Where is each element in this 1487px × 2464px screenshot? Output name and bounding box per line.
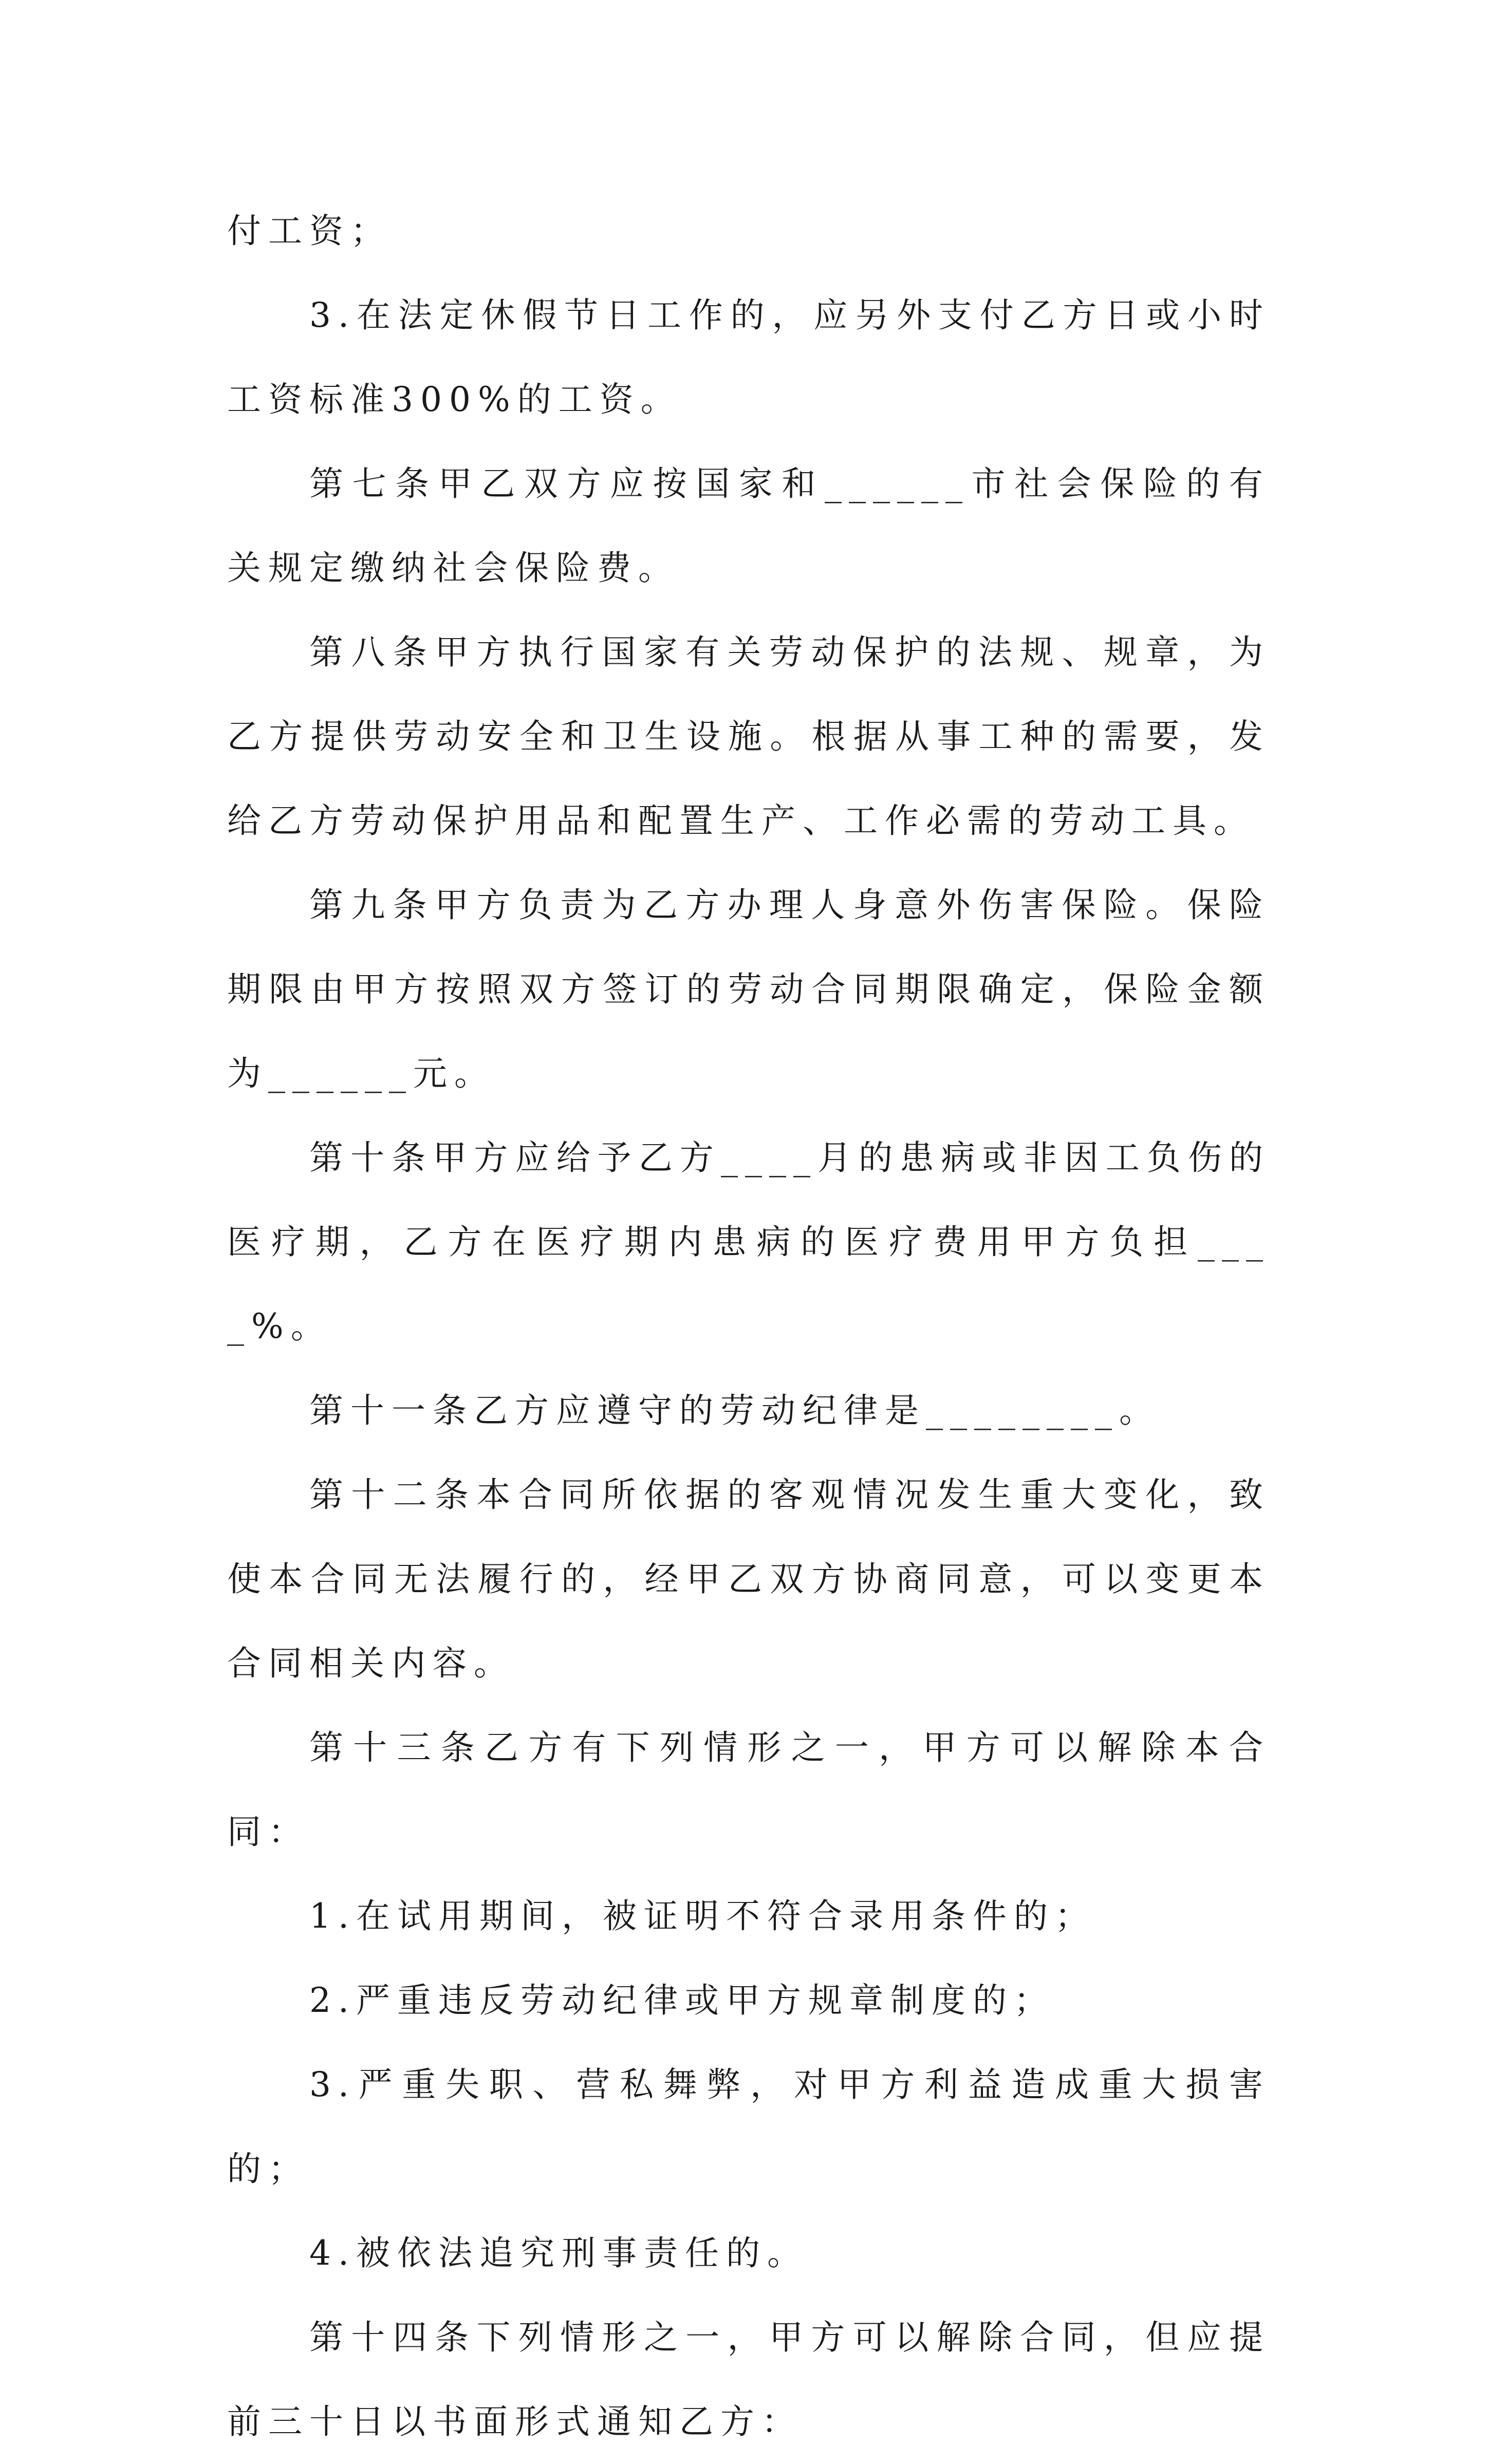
paragraph-continuation: 付工资； bbox=[227, 211, 392, 251]
list-item-1: 1.在试用期间，被证明不符合录用条件的； bbox=[309, 1896, 1096, 1936]
list-item-3: 3.严重失职、营私舞弊，对甲方利益造成重大损害的； bbox=[227, 2065, 1270, 2189]
paragraph-article-12: 第十二条本合同所依据的客观情况发生重大变化，致使本合同无法履行的，经甲乙双方协商同意，可以变更本合同相关内容。 bbox=[227, 1475, 1270, 1683]
list-item-2: 2.严重违反劳动纪律或甲方规章制度的； bbox=[309, 1981, 1055, 2020]
document-body bbox=[227, 189, 1270, 2464]
paragraph-article-8: 第八条甲方执行国家有关劳动保护的法规、规章，为乙方提供劳动安全和卫生设施。根据从事工种的需要，发给乙方劳动保护用品和配置生产、工作必需的劳动工具。 bbox=[227, 632, 1270, 841]
paragraph-holiday-pay: 3.在法定休假节日工作的，应另外支付乙方日或小时工资标准300%的工资。 bbox=[227, 295, 1270, 419]
paragraph-article-11: 第十一条乙方应遵守的劳动纪律是________。 bbox=[309, 1391, 1160, 1430]
paragraph-article-14: 第十四条下列情形之一，甲方可以解除合同，但应提前三十日以书面形式通知乙方： bbox=[227, 2318, 1270, 2441]
paragraph-article-10: 第十条甲方应给予乙方____月的患病或非因工负伤的医疗期，乙方在医疗期内患病的医疗费用甲方负担____%。 bbox=[227, 1138, 1270, 1346]
list-item-4: 4.被依法追究刑事责任的。 bbox=[309, 2233, 808, 2273]
paragraph-article-7: 第七条甲乙双方应按国家和______市社会保险的有关规定缴纳社会保险费。 bbox=[227, 464, 1270, 588]
paragraph-article-9: 第九条甲方负责为乙方办理人身意外伤害保险。保险期限由甲方按照双方签订的劳动合同期限确定，保险金额为______元。 bbox=[227, 885, 1270, 1093]
paragraph-article-13: 第十三条乙方有下列情形之一，甲方可以解除本合同： bbox=[227, 1728, 1270, 1852]
